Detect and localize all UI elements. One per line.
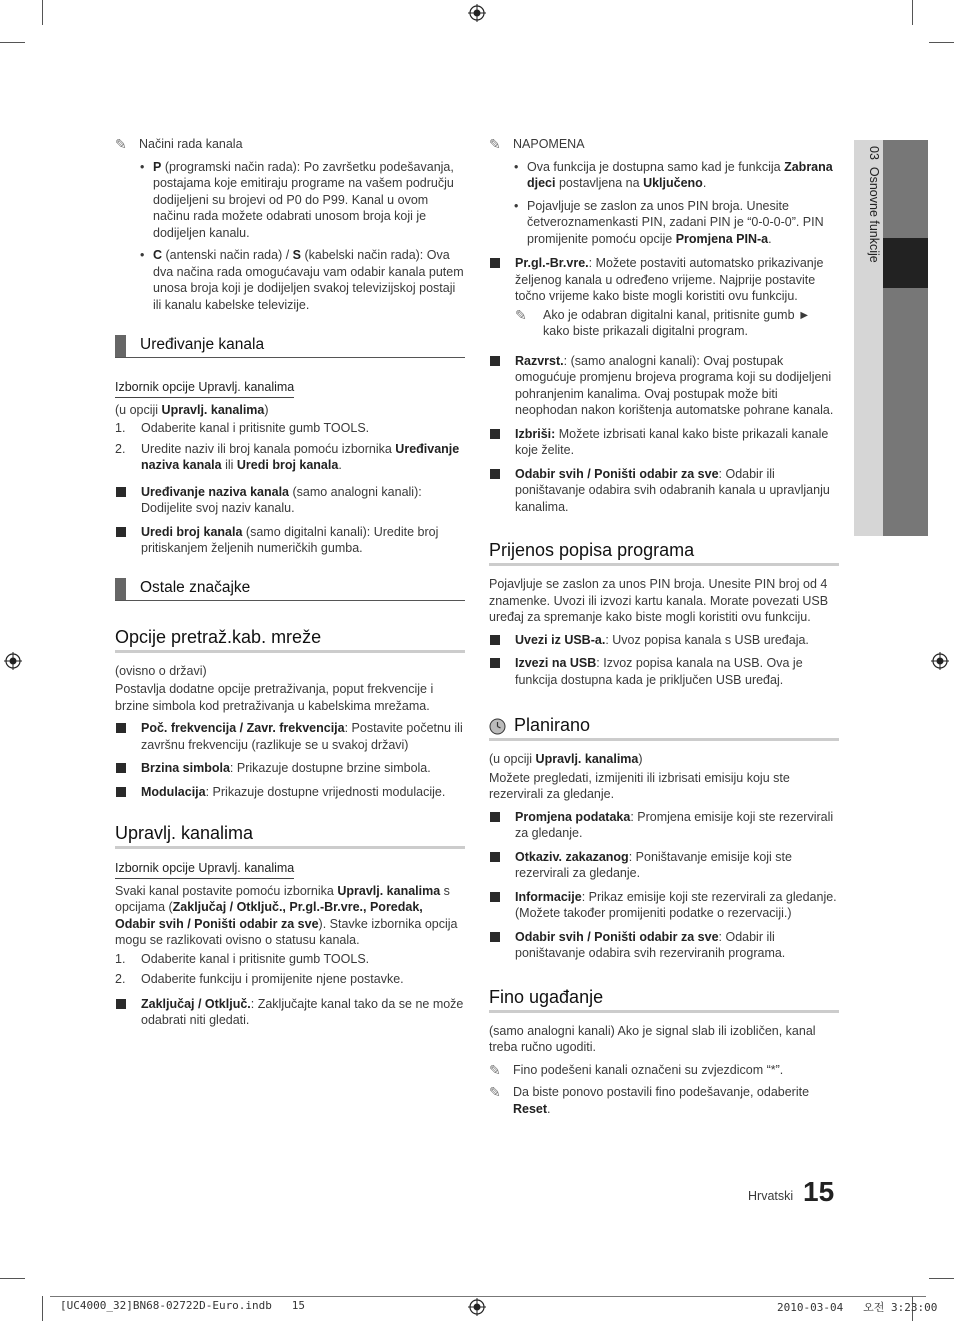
crop-mark [0, 1278, 25, 1279]
search-country: (ovisno o državi) [115, 663, 207, 678]
note-icon: ✎ [515, 306, 527, 323]
information-item: Informacije: Prikaz emisije koji ste rezervirali za gledanje. (Možete također promijeniti podatke o rezervaciji.) [489, 889, 839, 922]
edit-channel-heading: Uređivanje kanala [115, 335, 465, 358]
clock-icon [489, 718, 506, 735]
square-bullet-icon [116, 787, 126, 797]
manage-step-1: 1. Odaberite kanal i pritisnite gumb TOOLS. [115, 951, 370, 966]
registration-mark-icon [931, 652, 949, 670]
edit-step-1: 1. Odaberite kanal i pritisnite gumb TOOLS. [115, 421, 370, 435]
chapter-number: 03 [867, 146, 881, 160]
search-freq-item: Poč. frekvencija / Zavr. frekvencija: Postavite početnu ili završnu frekvenciju (razlikuje se u svakoj državi) [115, 720, 465, 753]
print-date: 2010-03-04 오전 3:23:00 [777, 1301, 938, 1314]
square-bullet-icon [490, 812, 500, 822]
fine-tune-note-1: ✎ Fino podešeni kanali označeni su zvjezdicom “*”. [489, 1061, 784, 1078]
manage-step-2: 2. Odaberite funkciju i promijenite njene postavke. [115, 972, 404, 986]
square-bullet-icon [490, 356, 500, 366]
registration-mark-icon [4, 652, 22, 670]
note-icon: ✎ [489, 136, 501, 152]
chapter-side-tab-dark [883, 140, 928, 536]
fine-tune-note-2: ✎ Da biste ponovo postavili fino podešavanje, odaberite Reset. [489, 1084, 810, 1116]
note-icon: ✎ [489, 1084, 501, 1100]
menu-link: Izbornik opcije Upravlj. kanalima [115, 860, 294, 879]
page-number: 15 [803, 1176, 835, 1207]
fine-tune-description: (samo analogni kanali) Ako je signal slab ili izobličen, kanal treba ručno ugoditi. [489, 1023, 816, 1054]
square-bullet-icon [490, 658, 500, 668]
cancel-schedule-item: Otkaziv. zakazanog: Poništavanje emisije koji ste rezervirali za gledanje. [489, 849, 839, 882]
search-options-heading: Opcije pretraž.kab. mreže [115, 627, 465, 653]
mode-cs-item: • C (antenski način rada) / S (kabelski način rada): Ova dva načina rada omogućavaju vam odabir kanala putem unosa broja koji je dodijeljen svakoj televizijskoj postaji ili kanalu kabelske televizije. [140, 248, 464, 312]
note-icon: ✎ [115, 136, 127, 152]
scheduled-description: Možete pregledati, izmijeniti ili izbrisati emisiju koju ste rezervirali za gledanje. [489, 770, 790, 801]
crop-mark [929, 42, 954, 43]
edit-name-item: Uređivanje naziva kanala (samo analogni kanali): Dodijelite svoj naziv kanalu. [115, 484, 465, 517]
crop-mark [42, 1296, 43, 1321]
crop-mark [42, 0, 43, 25]
square-bullet-icon [116, 723, 126, 733]
registration-mark-icon [468, 4, 486, 22]
square-bullet-icon [490, 429, 500, 439]
square-bullet-icon [116, 763, 126, 773]
scheduled-option: (u opciji Upravlj. kanalima) [489, 752, 643, 766]
print-footer-box [50, 1296, 926, 1297]
chapter-side-label [857, 146, 881, 263]
note-bullet-2: • Pojavljuje se zaslon za unos PIN broja. Unesite četveroznamenkasti PIN, zadani PIN je “0-0-0-0”. PIN promijenite pomoću opcije Promjena PIN-a. [514, 198, 824, 246]
square-bullet-icon [490, 469, 500, 479]
note-bullet-1: • Ova funkcija je dostupna samo kad je funkcija Zabrana djeci postavljena na Uključeno. [514, 159, 833, 190]
chapter-side-tab-marker [883, 238, 928, 288]
export-usb-item: Izvezi na USB: Izvoz popisa kanala na USB. Ova je funkcija dostupna kada je priključen USB uređaj. [489, 655, 839, 688]
select-all-item: Odabir svih / Poništi odabir za sve: Odabir ili poništavanje odabira svih odabranih kanala u upravljanju kanalima. [489, 466, 839, 516]
menu-link: Izbornik opcije Upravlj. kanalima [115, 379, 294, 398]
edit-step-2: 2. Uredite naziv ili broj kanala pomoću izbornika Uređivanje naziva kanala ili Uredi broj kanala. [115, 441, 460, 472]
sort-item: Razvrst.: (samo analogni kanali): Ovaj postupak omogućuje promjenu brojeva programa koji su dodijeljeni pohranjenim kanalima. Ovaj postupak može biti neophodan nakon korištenja automatske pohrane kanala. [489, 353, 839, 419]
transfer-heading: Prijenos popisa programa [489, 540, 839, 566]
timer-note: ✎ Ako je odabran digitalni kanal, pritisnite gumb ► kako biste prikazali digitalni program. [515, 306, 811, 338]
fine-tune-heading: Fino ugađanje [489, 987, 839, 1013]
scheduled-heading: Planirano [489, 715, 839, 741]
square-bullet-icon [116, 487, 126, 497]
registration-mark-icon [468, 1298, 486, 1316]
right-column [489, 136, 839, 1123]
crop-mark [912, 0, 913, 25]
delete-item: Izbriši: Možete izbrisati kanal kako biste prikazali kanale koje želite. [489, 426, 839, 459]
lock-item: Zaključaj / Otključ.: Zaključajte kanal tako da se ne može odabrati niti gledati. [115, 996, 465, 1029]
other-features-heading: Ostale značajke [115, 578, 465, 601]
edit-number-item: Uredi broj kanala (samo digitalni kanali): Uredite broj pritiskanjem željenih numeričkih gumba. [115, 524, 465, 557]
chapter-title: Osnovne funkcije [867, 166, 881, 263]
search-symbol-item: Brzina simbola: Prikazuje dostupne brzine simbola. [115, 760, 465, 777]
search-modulation-item: Modulacija: Prikazuje dostupne vrijednosti modulacije. [115, 784, 465, 801]
note-heading: ✎ NAPOMENA [489, 136, 585, 152]
in-option-text: (u opciji Upravlj. kanalima) [115, 402, 269, 417]
square-bullet-icon [490, 892, 500, 902]
crop-mark [0, 42, 25, 43]
modes-note: ✎ Načini rada kanala [115, 136, 243, 152]
square-bullet-icon [490, 635, 500, 645]
left-column [115, 136, 465, 1036]
import-usb-item: Uvezi iz USB-a.: Uvoz popisa kanala s USB uređaja. [489, 632, 839, 649]
square-bullet-icon [490, 852, 500, 862]
mode-p-item: • P (programski način rada): Po završetku podešavanja, postajama koje emitiraju programe na vašem području dodijeljeni su brojevi od P0 do P99. Kanal u ovom načinu rada možete odabrati unosom broja koji je dodijeljen kanalu. [140, 159, 454, 240]
search-description: Postavlja dodatne opcije pretraživanja, poput frekvencije i brzine simbola kod pretraživanja u kabelskima mrežama. [115, 682, 434, 713]
manage-channels-heading: Upravlj. kanalima [115, 823, 465, 849]
change-info-item: Promjena podataka: Promjena emisije koji ste rezervirali za gledanje. [489, 809, 839, 842]
select-all-schedule-item: Odabir svih / Poništi odabir za sve: Odabir ili poništavanje odabira svih rezerviranih programa. [489, 929, 839, 962]
transfer-description: Pojavljuje se zaslon za unos PIN broja. Unesite PIN broj od 4 znamenke. Uvozi ili izvozi kartu kanala. Morate povezati USB uređaj za spremanje kako biste mogli koristiti ovu funkciju. [489, 577, 829, 624]
square-bullet-icon [490, 258, 500, 268]
square-bullet-icon [116, 527, 126, 537]
timer-view-item: Pr.gl.-Br.vre.: Možete postaviti automatsko prikazivanje željenog kanala u određeno vrijeme. Najprije postavite točno vrijeme kako biste mogli koristiti ovu funkciju. ✎ Ako je odabran digitalni kanal, pritisnite gumb ► kako biste prikazali digitalni program. [489, 255, 839, 340]
manage-description: Svaki kanal postavite pomoću izbornika Upravlj. kanalima s opcijama (Zaključaj / Otključ., Pr.gl.-Br.vre., Poredak, Odabir svih / Poništi odabir za sve). Stavke izbornika opcija mogu se razlikovati ovisno o statusu kanala. [115, 883, 458, 947]
language-label: Hrvatski [748, 1189, 794, 1203]
crop-mark [929, 1278, 954, 1279]
square-bullet-icon [116, 999, 126, 1009]
note-icon: ✎ [489, 1061, 501, 1078]
square-bullet-icon [490, 932, 500, 942]
file-info: [UC4000_32]BN68-02722D-Euro.indb 15 [60, 1299, 306, 1312]
